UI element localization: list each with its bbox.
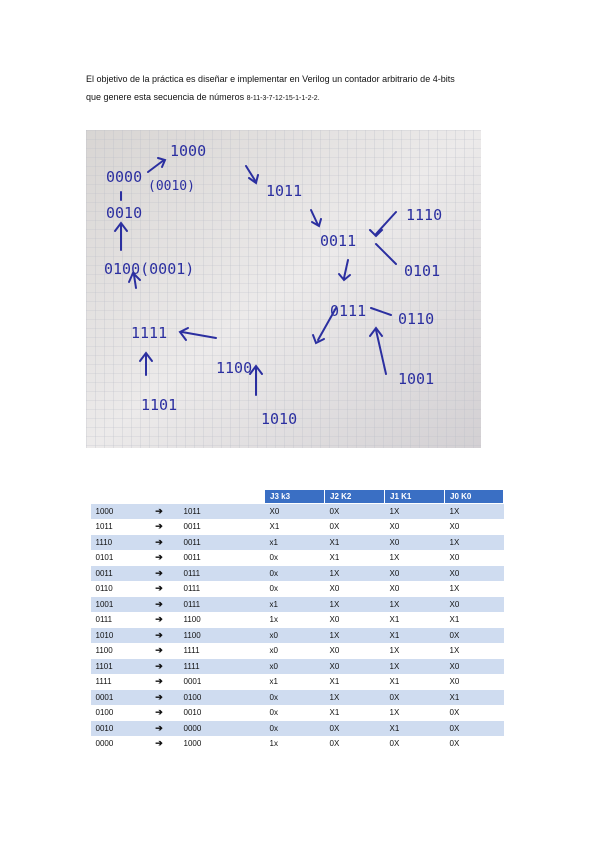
table-cell: 1X xyxy=(445,581,504,597)
sketch-1111: 1111 xyxy=(131,324,168,342)
arrow-cell: ➔ xyxy=(135,612,179,628)
table-row xyxy=(91,550,504,566)
arrow-cell: ➔ xyxy=(135,736,179,751)
table-cell: X1 xyxy=(445,690,504,706)
table-cell: 0X xyxy=(385,690,445,706)
sketch-0011: 0011 xyxy=(320,232,357,250)
table-cell: X0 xyxy=(385,535,445,551)
table-cell: 1X xyxy=(385,504,445,520)
table-cell: X1 xyxy=(325,705,385,721)
table-cell: 0000 xyxy=(179,721,265,737)
table-cell: 1100 xyxy=(179,612,265,628)
intro-line-2-text: que genere esta secuencia de números xyxy=(86,92,245,102)
table-row xyxy=(91,721,504,737)
table-cell: 0x xyxy=(265,690,325,706)
table-cell: 1X xyxy=(385,643,445,659)
table-row xyxy=(91,535,504,551)
table-cell: 1X xyxy=(385,705,445,721)
arrow-cell: ➔ xyxy=(135,705,179,721)
arrow-cell: ➔ xyxy=(135,690,179,706)
table-cell: X1 xyxy=(385,674,445,690)
table-cell: 1011 xyxy=(91,519,135,535)
table-cell: 0X xyxy=(385,736,445,751)
table-cell: 1000 xyxy=(91,504,135,520)
table-cell: x0 xyxy=(265,628,325,644)
table-cell: X0 xyxy=(385,581,445,597)
column-header: J0 K0 xyxy=(445,490,504,504)
table-cell: 1110 xyxy=(91,535,135,551)
table-cell: X1 xyxy=(385,612,445,628)
table-cell: 0X xyxy=(325,736,385,751)
table-cell: 1011 xyxy=(179,504,265,520)
sketch-1000: 1000 xyxy=(170,142,207,160)
table-cell: 0011 xyxy=(179,535,265,551)
sketch-1110: 1110 xyxy=(406,206,443,224)
column-header xyxy=(91,490,135,504)
table-cell: x0 xyxy=(265,643,325,659)
intro-line-1: El objetivo de la práctica es diseñar e implementar en Verilog un contador arbitrario de 4-bits xyxy=(86,74,455,84)
table-cell: 1X xyxy=(385,597,445,613)
sketch-1100: 1100 xyxy=(216,359,253,377)
table-cell: X0 xyxy=(445,550,504,566)
table-cell: X1 xyxy=(325,550,385,566)
sketch-1011: 1011 xyxy=(266,182,303,200)
table-cell: X0 xyxy=(445,519,504,535)
table-cell: X0 xyxy=(325,581,385,597)
arrow-cell: ➔ xyxy=(135,519,179,535)
table-cell: 0x xyxy=(265,721,325,737)
table-cell: X0 xyxy=(325,643,385,659)
table-row xyxy=(91,674,504,690)
arrow-cell: ➔ xyxy=(135,550,179,566)
table-cell: 0x xyxy=(265,705,325,721)
sketch-0010-paren: (0010) xyxy=(148,179,195,194)
column-header: J2 K2 xyxy=(325,490,385,504)
table-cell: 1x xyxy=(265,736,325,751)
table-cell: 1111 xyxy=(179,659,265,675)
state-diagram-photo xyxy=(86,130,481,448)
table-cell: 0010 xyxy=(179,705,265,721)
table-cell: 1X xyxy=(445,535,504,551)
table-cell: 1111 xyxy=(91,674,135,690)
table-cell: X0 xyxy=(445,566,504,582)
table-cell: X0 xyxy=(445,659,504,675)
sketch-0000: 0000 xyxy=(106,168,143,186)
column-header xyxy=(179,490,265,504)
table-row xyxy=(91,566,504,582)
table-cell: 0X xyxy=(325,504,385,520)
table-cell: 0100 xyxy=(179,690,265,706)
table-cell: 0010 xyxy=(91,721,135,737)
table-cell: 0x xyxy=(265,550,325,566)
sketch-1101: 1101 xyxy=(141,396,178,414)
table-cell: 0111 xyxy=(179,566,265,582)
table-cell: X1 xyxy=(385,628,445,644)
intro-paragraph xyxy=(86,70,526,108)
table-cell: X1 xyxy=(325,674,385,690)
arrow-cell: ➔ xyxy=(135,659,179,675)
table-cell: x1 xyxy=(265,674,325,690)
table-header-row xyxy=(91,490,504,504)
table-cell: 0X xyxy=(445,628,504,644)
table-cell: x1 xyxy=(265,597,325,613)
table-cell: 1000 xyxy=(179,736,265,751)
arrow-cell: ➔ xyxy=(135,721,179,737)
arrow-cell: ➔ xyxy=(135,535,179,551)
table-cell: 1100 xyxy=(91,643,135,659)
table-row xyxy=(91,581,504,597)
arrow-cell: ➔ xyxy=(135,643,179,659)
column-header: J3 k3 xyxy=(265,490,325,504)
table-row xyxy=(91,504,504,520)
table-cell: 1X xyxy=(385,659,445,675)
table-row xyxy=(91,690,504,706)
table-cell: x0 xyxy=(265,659,325,675)
table-cell: 0111 xyxy=(179,597,265,613)
table-cell: 1X xyxy=(325,597,385,613)
sketch-1010: 1010 xyxy=(261,410,298,428)
table-row xyxy=(91,705,504,721)
table-body xyxy=(91,504,504,752)
sketch-0010: 0010 xyxy=(106,204,143,222)
table-cell: 0110 xyxy=(91,581,135,597)
table-cell: 1101 xyxy=(91,659,135,675)
sequence-text: 8-11-3-7-12-15-1-1-2-2. xyxy=(246,95,320,102)
table-row xyxy=(91,628,504,644)
table-cell: 0001 xyxy=(91,690,135,706)
table-cell: 1111 xyxy=(179,643,265,659)
table-row xyxy=(91,612,504,628)
table-cell: X1 xyxy=(385,721,445,737)
arrow-cell: ➔ xyxy=(135,581,179,597)
table-row xyxy=(91,597,504,613)
arrow-cell: ➔ xyxy=(135,504,179,520)
table-cell: 0x xyxy=(265,581,325,597)
table-cell: 1X xyxy=(325,628,385,644)
sketch-1001: 1001 xyxy=(398,370,435,388)
table-cell: X1 xyxy=(325,535,385,551)
table-cell: 0011 xyxy=(91,566,135,582)
table-cell: 1X xyxy=(325,690,385,706)
table-cell: X1 xyxy=(265,519,325,535)
table-cell: X0 xyxy=(385,519,445,535)
table-row xyxy=(91,659,504,675)
sketch-0101: 0101 xyxy=(404,262,441,280)
table-cell: 0X xyxy=(445,736,504,751)
column-header xyxy=(135,490,179,504)
table-cell: 0X xyxy=(445,705,504,721)
sketch-0100-0001: 0100(0001) xyxy=(104,260,195,278)
table-cell: X0 xyxy=(325,659,385,675)
table-row xyxy=(91,643,504,659)
table-cell: 0X xyxy=(325,519,385,535)
table-cell: 0100 xyxy=(91,705,135,721)
table-cell: 0011 xyxy=(179,550,265,566)
intro-line-2 xyxy=(86,88,526,108)
jk-transition-table xyxy=(90,489,504,751)
arrow-cell: ➔ xyxy=(135,566,179,582)
table-cell: 1X xyxy=(445,504,504,520)
table-cell: x1 xyxy=(265,535,325,551)
arrow-cell: ➔ xyxy=(135,597,179,613)
table-cell: 1100 xyxy=(179,628,265,644)
table-cell: 0000 xyxy=(91,736,135,751)
sketch-0110: 0110 xyxy=(398,310,435,328)
table-row xyxy=(91,519,504,535)
table-cell: 1X xyxy=(385,550,445,566)
arrow-cell: ➔ xyxy=(135,674,179,690)
table-cell: X0 xyxy=(325,612,385,628)
table-cell: 1010 xyxy=(91,628,135,644)
table-cell: 0X xyxy=(445,721,504,737)
table-cell: 0011 xyxy=(179,519,265,535)
sketch-0111: 0111 xyxy=(330,302,367,320)
table-cell: X1 xyxy=(445,612,504,628)
table-cell: 1001 xyxy=(91,597,135,613)
table-cell: 1X xyxy=(445,643,504,659)
table-cell: X0 xyxy=(445,674,504,690)
column-header: J1 K1 xyxy=(385,490,445,504)
table-cell: X0 xyxy=(265,504,325,520)
table-cell: 0101 xyxy=(91,550,135,566)
table-cell: 1X xyxy=(325,566,385,582)
table-cell: 0111 xyxy=(179,581,265,597)
arrow-cell: ➔ xyxy=(135,628,179,644)
table-cell: 1x xyxy=(265,612,325,628)
table-cell: X0 xyxy=(445,597,504,613)
table-cell: X0 xyxy=(385,566,445,582)
table-cell: 0x xyxy=(265,566,325,582)
table-cell: 0001 xyxy=(179,674,265,690)
table-cell: 0111 xyxy=(91,612,135,628)
table-cell: 0X xyxy=(325,721,385,737)
table-row xyxy=(91,736,504,751)
